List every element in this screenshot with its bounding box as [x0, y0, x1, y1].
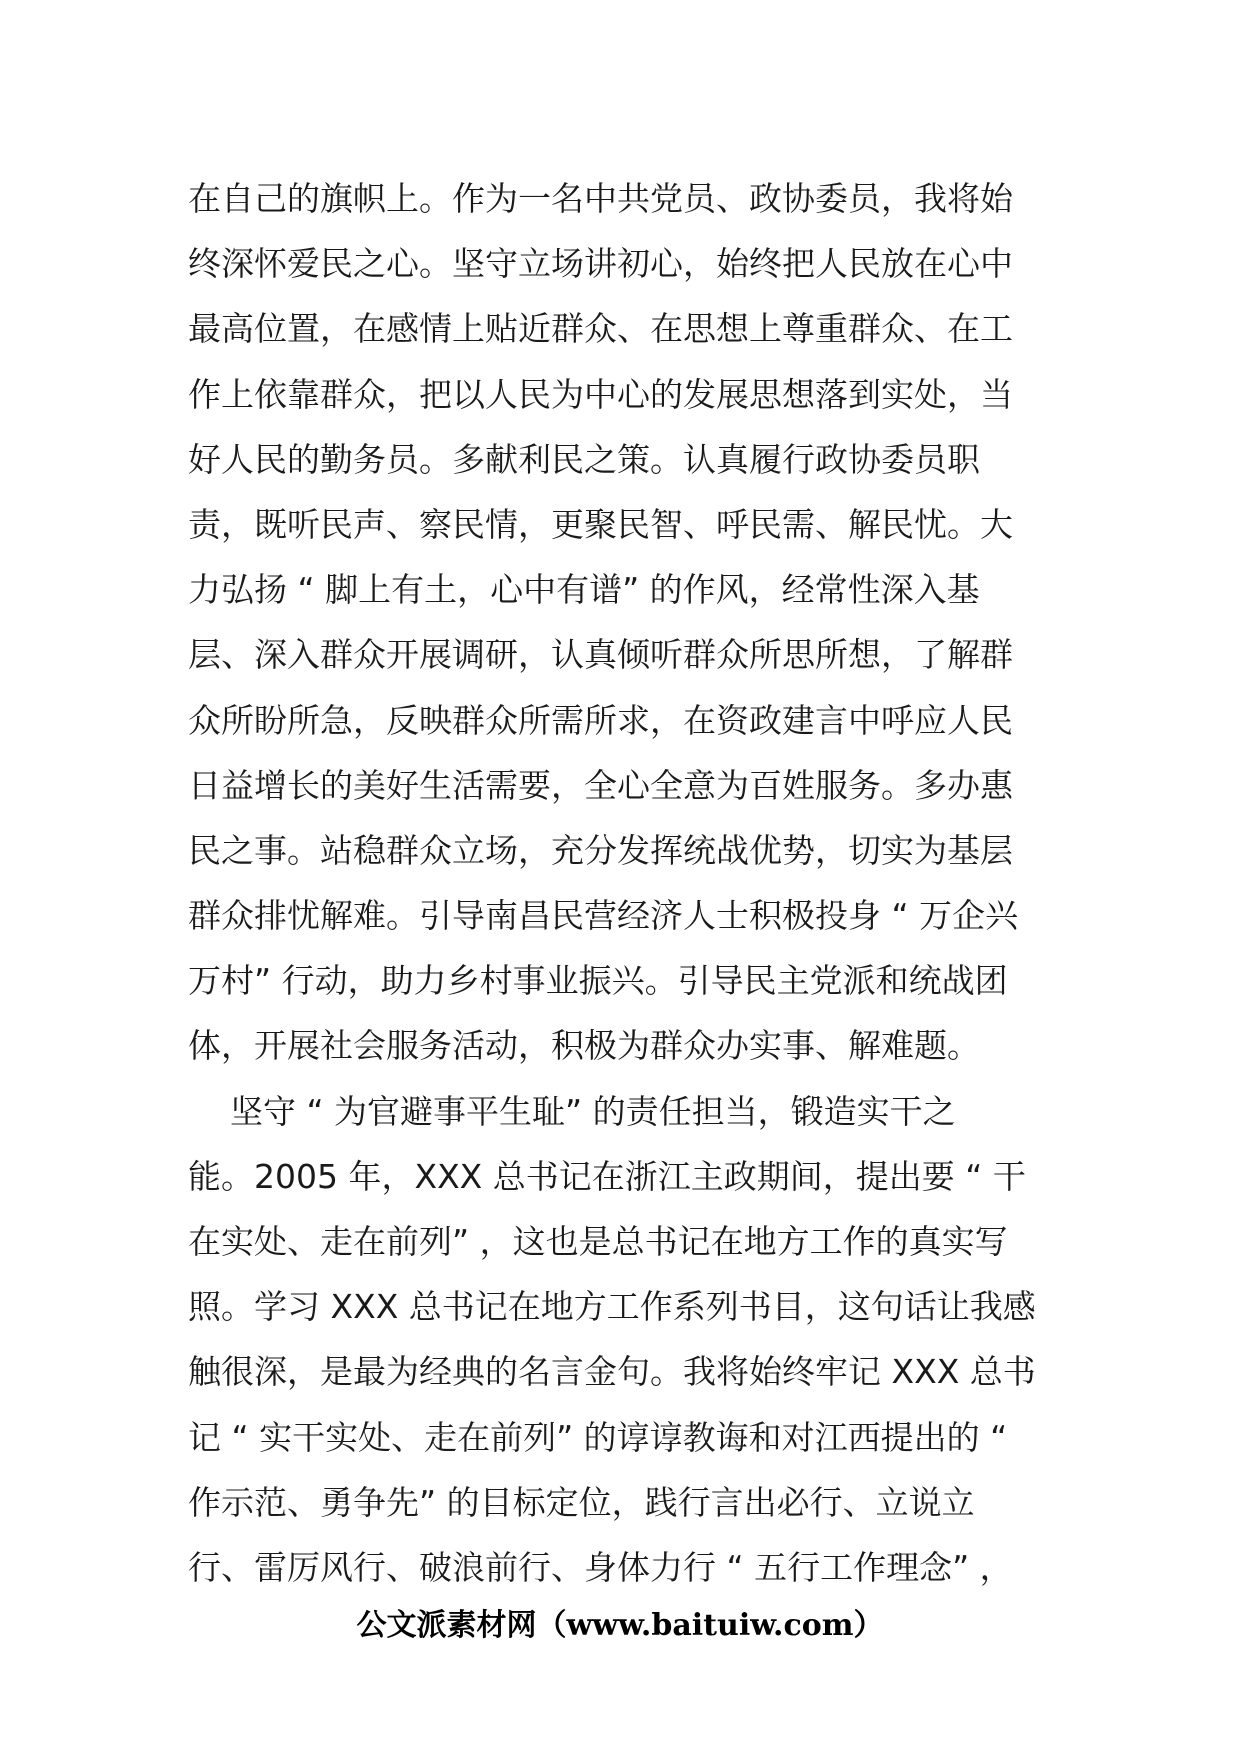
- text-line: 在实处、走在前列” ，这也是总书记在地方工作的真实写: [188, 1222, 1008, 1261]
- text-line: 体，开展社会服务活动，积极为群众办实事、解难题。: [188, 1026, 980, 1066]
- text-line: 在自己的旗帜上。作为一名中共党员、政协委员，我将始: [188, 179, 1013, 218]
- body-text: [188, 166, 1058, 1600]
- text-line: 万村” 行动，助力乡村事业振兴。引导民主党派和统战团: [188, 961, 1008, 1001]
- text-line: 作上依靠群众，把以人民为中心的发展思想落到实处，当: [188, 374, 1013, 414]
- text-line: 行、雷厉风行、破浪前行、身体力行 “ 五行工作理念” ，: [188, 1547, 1013, 1587]
- text-line: 触很深，是最为经典的名言金句。我将始终牢记 XXX 总书: [188, 1352, 1036, 1392]
- text-line: 好人民的勤务员。多献利民之策。认真履行政协委员职: [188, 439, 980, 479]
- text-line: 众所盼所急，反映群众所需所求，在资政建言中呼应人民: [188, 700, 1013, 740]
- text-line: 照。学习 XXX 总书记在地方工作系列书目，这句话让我感: [188, 1287, 1036, 1327]
- text-line: 责，既听民声、察民情，更聚民智、呼民需、解民忧。大: [188, 504, 1013, 544]
- text-line: 力弘扬 “ 脚上有土，心中有谱” 的作风，经常性深入基: [188, 570, 980, 610]
- text-line: 能。2005 年，XXX 总书记在浙江主政期间，提出要 “ 干: [188, 1156, 1026, 1196]
- text-line: 民之事。站稳群众立场，充分发挥统战优势，切实为基层: [188, 830, 1013, 870]
- text-line: 最高位置，在感情上贴近群众、在思想上尊重群众、在工: [188, 309, 1013, 349]
- text-line: 日益增长的美好生活需要，全心全意为百姓服务。多办惠: [188, 765, 1013, 805]
- text-line: 坚守 “ 为官避事平生耻” 的责任担当，锻造实干之: [188, 1091, 956, 1131]
- text-line: 记 “ 实干实处、走在前列” 的谆谆教诲和对江西提出的 “: [188, 1417, 1008, 1457]
- text-line: 层、深入群众开展调研，认真倾听群众所思所想，了解群: [188, 635, 1013, 675]
- text-line: 终深怀爱民之心。坚守立场讲初心，始终把人民放在心中: [188, 244, 1013, 284]
- text-line: 群众排忧解难。引导南昌民营经济人士积极投身 “ 万企兴: [188, 896, 1019, 936]
- text-line: 作示范、勇争先” 的目标定位，践行言出必行、立说立: [188, 1482, 975, 1522]
- footer-watermark: 公文派素材网（www.baituiw.com）: [356, 1608, 884, 1643]
